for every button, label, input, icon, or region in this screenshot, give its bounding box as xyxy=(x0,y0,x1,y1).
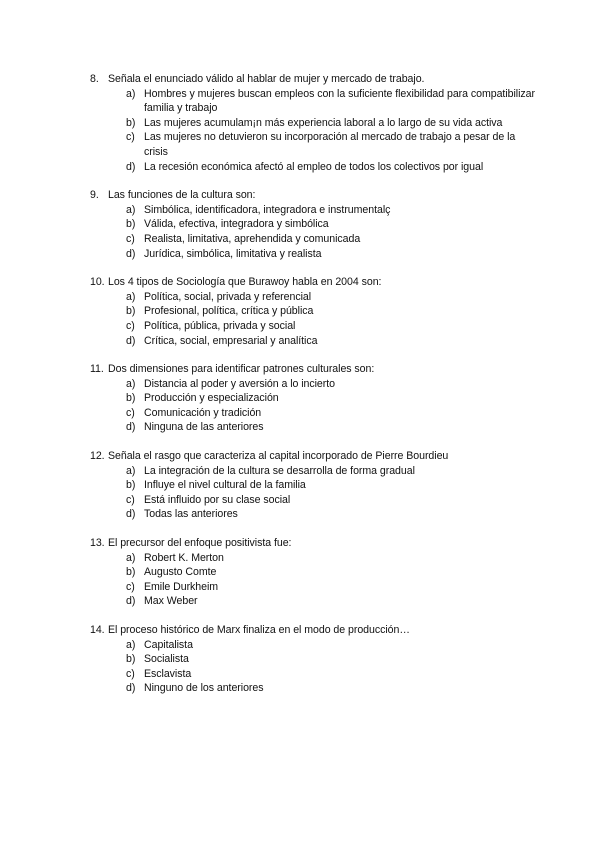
question-text: Dos dimensiones para identificar patrones culturales son: xyxy=(108,363,375,376)
option-letter: c) xyxy=(126,319,135,332)
option-letter: d) xyxy=(126,160,136,173)
question-14-stem xyxy=(90,623,540,638)
option-c xyxy=(126,667,540,682)
option-list xyxy=(126,377,540,435)
option-text: Crítica, social, empresarial y analítica xyxy=(144,334,318,347)
option-letter: c) xyxy=(126,232,135,245)
option-text: Comunicación y tradición xyxy=(144,406,262,419)
question-13-stem xyxy=(90,536,540,551)
option-a xyxy=(126,203,540,218)
option-text: La integración de la cultura se desarrolla de forma gradual xyxy=(144,464,415,477)
option-b xyxy=(126,652,540,667)
question-9-stem xyxy=(90,188,540,203)
option-b xyxy=(126,391,540,406)
option-d xyxy=(126,681,540,696)
option-b xyxy=(126,116,540,131)
option-letter: b) xyxy=(126,566,136,579)
option-text: La recesión económica afectó al empleo de todos los colectivos por igual xyxy=(144,160,484,173)
option-a xyxy=(126,290,540,305)
option-letter: b) xyxy=(126,479,136,492)
option-letter: d) xyxy=(126,247,136,260)
question-text: Señala el rasgo que caracteriza al capital incorporado de Pierre Bourdieu xyxy=(108,450,449,463)
option-text: Distancia al poder y aversión a lo incierto xyxy=(144,377,335,390)
question-text: Los 4 tipos de Sociología que Burawoy habla en 2004 son: xyxy=(108,276,382,289)
option-text: Producción y especialización xyxy=(144,392,279,405)
option-text: Política, social, privada y referencial xyxy=(144,290,312,303)
question-9 xyxy=(90,188,540,261)
option-text: Todas las anteriores xyxy=(144,508,238,521)
question-14 xyxy=(90,623,540,696)
option-c xyxy=(126,580,540,595)
question-12 xyxy=(90,449,540,522)
option-d xyxy=(126,247,540,262)
option-list xyxy=(126,638,540,696)
option-b xyxy=(126,478,540,493)
question-text: Señala el enunciado válido al hablar de mujer y mercado de trabajo. xyxy=(108,73,425,85)
option-list xyxy=(126,87,540,175)
option-text: Profesional, política, crítica y pública xyxy=(144,305,314,318)
question-12-stem xyxy=(90,449,540,464)
option-a xyxy=(126,377,540,392)
option-c xyxy=(126,493,540,508)
option-text: Ninguno de los anteriores xyxy=(144,682,264,695)
option-list xyxy=(126,290,540,348)
option-text: Simbólica, identificadora, integradora e instrumentalç xyxy=(144,203,391,216)
option-a xyxy=(126,464,540,479)
option-d xyxy=(126,334,540,349)
option-letter: c) xyxy=(126,493,135,506)
question-8 xyxy=(90,72,540,174)
question-text: El proceso histórico de Marx finaliza en el modo de producción… xyxy=(108,624,410,636)
option-text: Influye el nivel cultural de la familia xyxy=(144,479,306,492)
option-letter: d) xyxy=(126,508,136,521)
option-letter: c) xyxy=(126,406,135,419)
option-letter: d) xyxy=(126,334,136,347)
option-text: Las mujeres no detuvieron su incorporación al mercado de trabajo a pesar de la crisis xyxy=(144,131,516,158)
option-text: Las mujeres acumulam¡n más experiencia laboral a lo largo de su vida activa xyxy=(144,116,503,129)
option-a xyxy=(126,551,540,566)
option-letter: b) xyxy=(126,653,136,666)
question-10 xyxy=(90,275,540,348)
option-text: Hombres y mujeres buscan empleos con la suficiente flexibilidad para compatibilizar familia y trabajo xyxy=(144,87,535,115)
question-10-stem xyxy=(90,275,540,290)
option-list xyxy=(126,203,540,261)
option-text: Política, pública, privada y social xyxy=(144,319,296,332)
question-number: 11. xyxy=(90,363,104,376)
option-text: Ninguna de las anteriores xyxy=(144,421,264,434)
option-text: Max Weber xyxy=(144,595,198,608)
option-letter: b) xyxy=(126,392,136,405)
question-number: 10. xyxy=(90,276,105,289)
option-c xyxy=(126,130,540,159)
question-number: 14. xyxy=(90,624,105,636)
option-c xyxy=(126,319,540,334)
option-text: Realista, limitativa, aprehendida y comunicada xyxy=(144,232,361,245)
option-letter: a) xyxy=(126,87,136,100)
option-text: Emile Durkheim xyxy=(144,580,219,593)
question-number: 8. xyxy=(90,73,99,85)
option-letter: a) xyxy=(126,464,136,477)
option-d xyxy=(126,507,540,522)
question-number: 13. xyxy=(90,537,105,550)
option-text: Socialista xyxy=(144,653,189,666)
option-text: Augusto Comte xyxy=(144,566,217,579)
option-letter: c) xyxy=(126,667,135,680)
option-letter: c) xyxy=(126,580,135,593)
option-list xyxy=(126,464,540,522)
option-letter: a) xyxy=(126,638,136,651)
option-letter: c) xyxy=(126,131,135,144)
option-letter: d) xyxy=(126,682,136,695)
option-b xyxy=(126,217,540,232)
question-text: Las funciones de la cultura son: xyxy=(108,189,256,202)
option-a xyxy=(126,638,540,653)
option-text: Robert K. Merton xyxy=(144,551,224,564)
option-text: Esclavista xyxy=(144,667,192,680)
question-list xyxy=(90,72,540,710)
option-d xyxy=(126,594,540,609)
option-letter: a) xyxy=(126,551,136,564)
question-8-stem xyxy=(90,72,540,87)
option-a xyxy=(126,87,540,116)
option-letter: a) xyxy=(126,377,136,390)
question-11 xyxy=(90,362,540,435)
option-d xyxy=(126,160,540,175)
option-b xyxy=(126,565,540,580)
option-letter: b) xyxy=(126,305,136,318)
option-text: Válida, efectiva, integradora y simbólica xyxy=(144,218,329,231)
question-text: El precursor del enfoque positivista fue: xyxy=(108,537,292,550)
question-number: 12. xyxy=(90,450,105,463)
option-d xyxy=(126,420,540,435)
option-text: Está influido por su clase social xyxy=(144,493,291,506)
option-b xyxy=(126,304,540,319)
option-c xyxy=(126,232,540,247)
question-11-stem xyxy=(90,362,540,377)
option-text: Jurídica, simbólica, limitativa y realista xyxy=(144,247,322,260)
question-number: 9. xyxy=(90,189,99,202)
option-c xyxy=(126,406,540,421)
question-13 xyxy=(90,536,540,609)
option-letter: b) xyxy=(126,218,136,231)
option-text: Capitalista xyxy=(144,638,193,651)
option-letter: a) xyxy=(126,290,136,303)
option-letter: d) xyxy=(126,595,136,608)
option-letter: b) xyxy=(126,116,136,129)
option-letter: d) xyxy=(126,421,136,434)
option-list xyxy=(126,551,540,609)
option-letter: a) xyxy=(126,203,136,216)
